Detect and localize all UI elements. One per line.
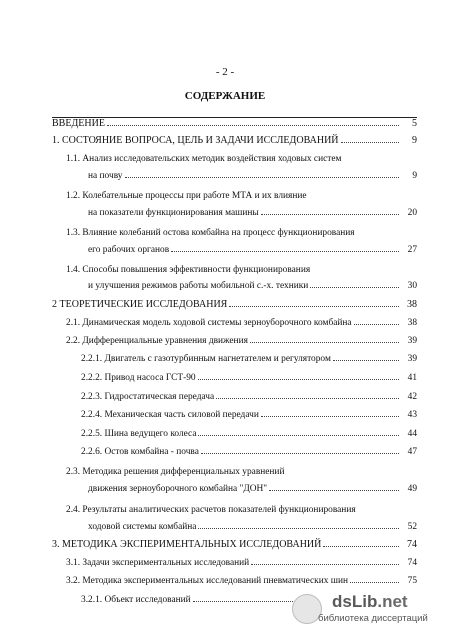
toc-title: СОДЕРЖАНИЕ — [184, 90, 266, 102]
toc-entry[interactable]: 2 ТЕОРЕТИЧЕСКИЕ ИССЛЕДОВАНИЯ 38 — [52, 299, 417, 310]
toc-entry-continuation[interactable]: и улучшения режимов работы мобильной с.-х. техники 30 — [88, 281, 417, 291]
watermark — [288, 592, 438, 628]
watermark-logo: dsLib.net — [332, 592, 408, 611]
toc-entry[interactable]: ВВЕДЕНИЕ 5 — [52, 118, 417, 129]
toc-entry-continuation[interactable]: на почву 9 — [88, 171, 417, 181]
toc-entry[interactable]: 2.2.1. Двигатель с газотурбинным нагнетателем и регулятором 39 — [81, 354, 417, 364]
toc-entry-continuation[interactable]: его рабочих органов 27 — [88, 245, 417, 255]
toc-entry[interactable]: 2.2.3. Гидростатическая передача 42 — [81, 392, 417, 402]
page-number: - 2 - — [215, 66, 235, 78]
watermark-subtitle: библиотека диссертаций — [318, 613, 428, 624]
toc-entry[interactable]: 1. СОСТОЯНИЕ ВОПРОСА, ЦЕЛЬ И ЗАДАЧИ ИССЛЕДОВАНИЙ 9 — [52, 135, 417, 146]
toc-entry[interactable]: 3.1. Задачи экспериментальных исследований 74 — [66, 558, 417, 568]
toc-entry[interactable]: 2.2.2. Привод насоса ГСТ-90 41 — [81, 373, 417, 383]
toc-entry[interactable]: 3.2. Методика экспериментальных исследований пневматических шин 75 — [66, 576, 417, 586]
toc-entry-continuation[interactable]: движения зерноуборочного комбайна "ДОН" 49 — [88, 484, 417, 494]
toc-entry[interactable]: 2.2.5. Шина ведущего колеса 44 — [81, 429, 417, 439]
toc-entry-continuation[interactable]: ходовой системы комбайна 52 — [88, 522, 417, 532]
toc-entry[interactable]: 3.2.1. Объект исследований — [81, 594, 321, 606]
toc-entry[interactable]: 3. МЕТОДИКА ЭКСПЕРИМЕНТАЛЬНЫХ ИССЛЕДОВАНИЙ 74 — [52, 539, 417, 550]
toc-entry[interactable]: 2.2.4. Механическая часть силовой передачи 43 — [81, 410, 417, 420]
toc-entry-continuation[interactable]: на показатели функционирования машины 20 — [88, 208, 417, 218]
toc-entry[interactable]: 2.2.6. Остов комбайна - почва 47 — [81, 447, 417, 457]
toc-entry[interactable]: 2.1. Динамическая модель ходовой системы зерноуборочного комбайна 38 — [66, 318, 417, 328]
toc-entry[interactable]: 2.2. Дифференциальные уравнения движения 39 — [66, 336, 417, 346]
